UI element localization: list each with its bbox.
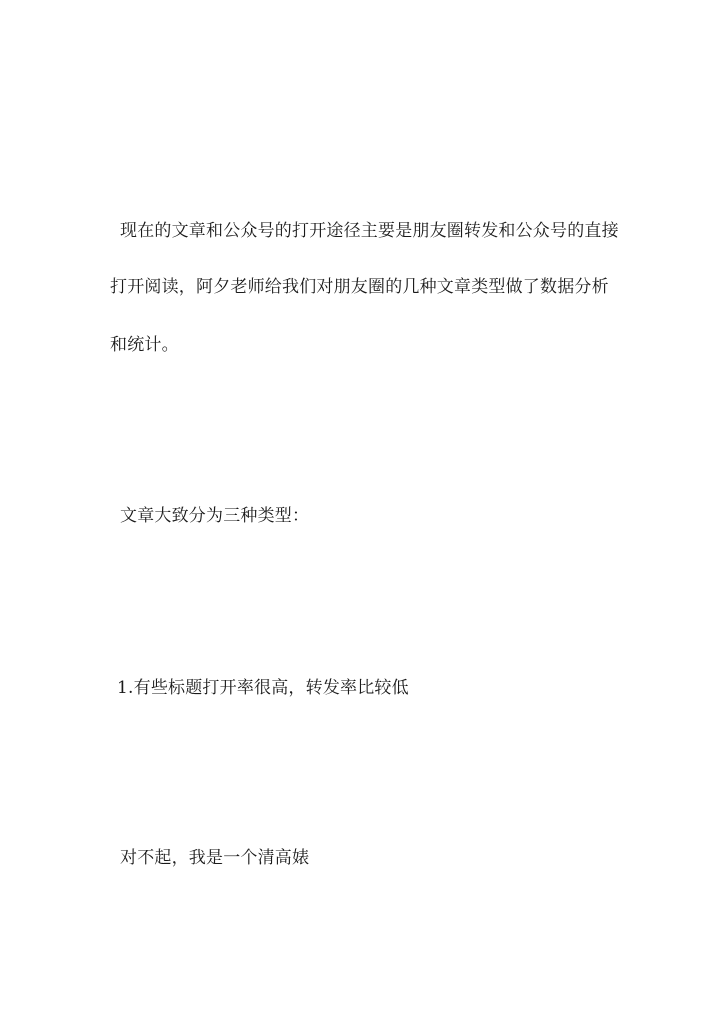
paragraph-1-line-3: 和统计。	[110, 335, 179, 355]
paragraph-1-line-1: 现在的文章和公众号的打开途径主要是朋友圈转发和公众号的直接	[120, 221, 619, 241]
paragraph-4: 对不起，我是一个清高婊	[120, 848, 310, 868]
paragraph-2: 文章大致分为三种类型：	[120, 506, 310, 526]
paragraph-1-line-2: 打开阅读，阿夕老师给我们对朋友圈的几种文章类型做了数据分析	[110, 277, 609, 297]
paragraph-3-list-item: 1.有些标题打开率很高，转发率比较低	[117, 678, 409, 698]
